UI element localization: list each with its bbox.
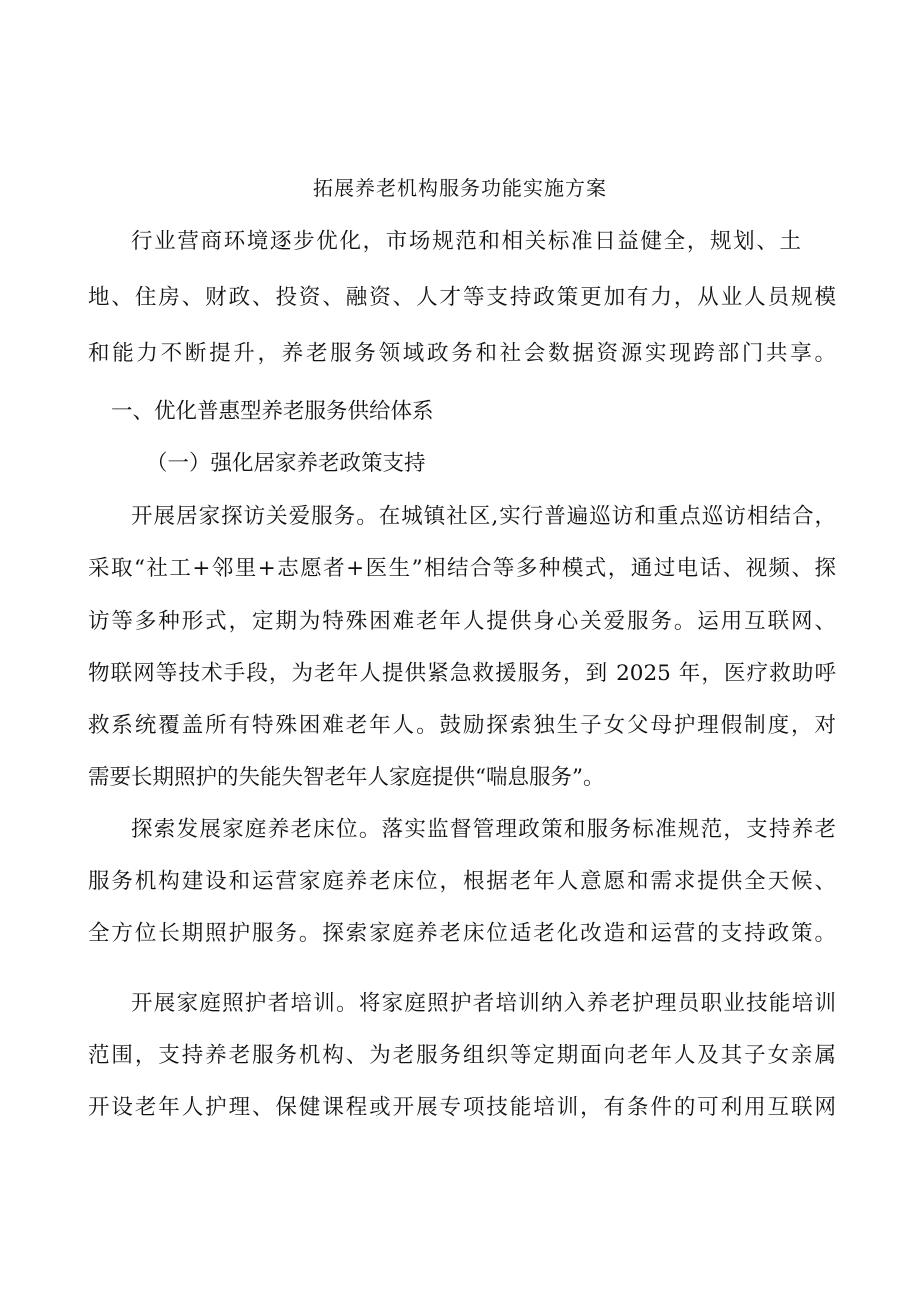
- intro-line: 行业营商环境逐步优化，市场规范和相关标准日益健全，规划、土: [131, 229, 801, 254]
- paragraph-line: 服务机构建设和运营家庭养老床位，根据老年人意愿和需求提供全天候、: [88, 869, 836, 894]
- paragraph-line: 访等多种形式，定期为特殊困难老年人提供身心关爱服务。运用互联网、: [88, 609, 836, 634]
- paragraph-line: 需要长期照护的失能失智老年人家庭提供“喘息服务”。: [88, 765, 605, 790]
- paragraph-line: 开展家庭照护者培训。将家庭照护者培训纳入养老护理员职业技能培训: [131, 991, 836, 1016]
- paragraph-line: 探索发展家庭养老床位。落实监督管理政策和服务标准规范，支持养老: [131, 817, 836, 842]
- document-title: 拓展养老机构服务功能实施方案: [313, 176, 607, 200]
- intro-line: 和能力不断提升，养老服务领域政务和社会数据资源实现跨部门共享。: [88, 341, 836, 366]
- intro-line: 地、住房、财政、投资、融资、人才等支持政策更加有力，从业人员规模: [88, 285, 836, 310]
- paragraph-line: 全方位长期照护服务。探索家庭养老床位适老化改造和运营的支持政策。: [88, 921, 836, 946]
- section-heading: 一、优化普惠型养老服务供给体系: [111, 399, 434, 424]
- paragraph-line: 物联网等技术手段，为老年人提供紧急救援服务，到 2025 年，医疗救助呼: [88, 661, 836, 686]
- paragraph-line: 采取“社工+邻里+志愿者+医生”相结合等多种模式，通过电话、视频、探: [88, 556, 836, 581]
- paragraph-line: 救系统覆盖所有特殊困难老年人。鼓励探索独生子女父母护理假制度，对: [88, 713, 836, 738]
- paragraph-line: 范围，支持养老服务机构、为老服务组织等定期面向老年人及其子女亲属: [88, 1043, 836, 1068]
- paragraph-line: 开展居家探访关爱服务。在城镇社区,实行普遍巡访和重点巡访相结合，: [131, 504, 836, 529]
- subsection-heading: （一）强化居家养老政策支持: [146, 451, 426, 476]
- paragraph-line: 开设老年人护理、保健课程或开展专项技能培训，有条件的可利用互联网: [88, 1095, 836, 1120]
